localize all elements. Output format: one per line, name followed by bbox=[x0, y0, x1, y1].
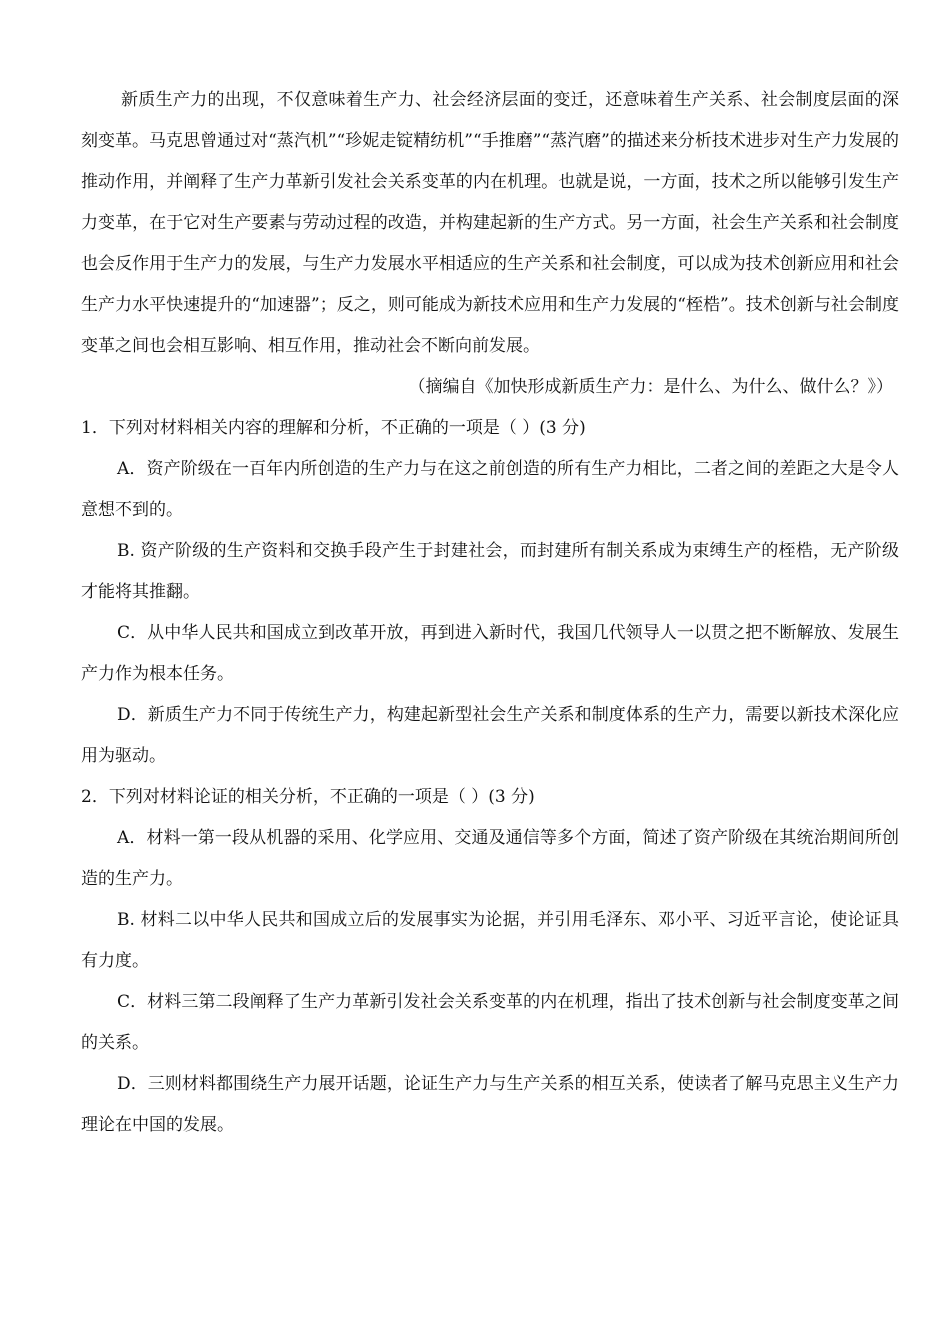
option-a: A．资产阶级在一百年内所创造的生产力与在这之前创造的所有生产力相比，二者之间的差距之大是令人意想不到的。 bbox=[81, 459, 899, 520]
option-c: C．从中华人民共和国成立到改革开放，再到进入新时代，我国几代领导人一以贯之把不断解放、发展生产力作为根本任务。 bbox=[81, 623, 899, 684]
option-c: C．材料三第二段阐释了生产力革新引发社会关系变革的内在机理，指出了技术创新与社会制度变革之间的关系。 bbox=[81, 992, 899, 1053]
passage-source: （摘编自《加快形成新质生产力：是什么、为什么、做什么？》） bbox=[408, 377, 893, 397]
option-b: B. 资产阶级的生产资料和交换手段产生于封建社会，而封建所有制关系成为束缚生产的桎梏，无产阶级才能将其推翻。 bbox=[81, 541, 899, 602]
option-b: B. 材料二以中华人民共和国成立后的发展事实为论据，并引用毛泽东、邓小平、习近平言论，使论证具有力度。 bbox=[81, 910, 899, 971]
question-2 bbox=[81, 777, 899, 1146]
option-a: A．材料一第一段从机器的采用、化学应用、交通及通信等多个方面，简述了资产阶级在其统治期间所创造的生产力。 bbox=[81, 828, 899, 889]
passage-paragraph: 新质生产力的出现，不仅意味着生产力、社会经济层面的变迁，还意味着生产关系、社会制度层面的深刻变革。马克思曾通过对“蒸汽机”“珍妮走锭精纺机”“手推磨”“蒸汽磨”的描述来分析技术进步对生产力发展的推动作用，并阐释了生产力革新引发社会关系变革的内在机理。也就是说，一方面，技术之所以能够引发生产力变革，在于它对生产要素与劳动过程的改造，并构建起新的生产方式。另一方面，社会生产关系和社会制度也会反作用于生产力的发展，与生产力发展水平相适应的生产关系和社会制度，可以成为技术创新应用和社会生产力水平快速提升的“加速器”；反之，则可能成为新技术应用和生产力发展的“桎梏”。技术创新与社会制度变革之间也会相互影响、相互作用，推动社会不断向前发展。 bbox=[81, 90, 899, 356]
document-page bbox=[81, 80, 899, 1146]
option-d: D．新质生产力不同于传统生产力，构建起新型社会生产关系和制度体系的生产力，需要以新技术深化应用为驱动。 bbox=[81, 705, 899, 766]
option-d: D．三则材料都围绕生产力展开话题，论证生产力与生产关系的相互关系，使读者了解马克思主义生产力理论在中国的发展。 bbox=[81, 1074, 899, 1135]
question-1 bbox=[81, 408, 899, 777]
question-stem: 2．下列对材料论证的相关分析，不正确的一项是（ ）(3 分) bbox=[81, 787, 535, 807]
question-stem: 1．下列对材料相关内容的理解和分析，不正确的一项是（ ）(3 分) bbox=[81, 418, 586, 438]
